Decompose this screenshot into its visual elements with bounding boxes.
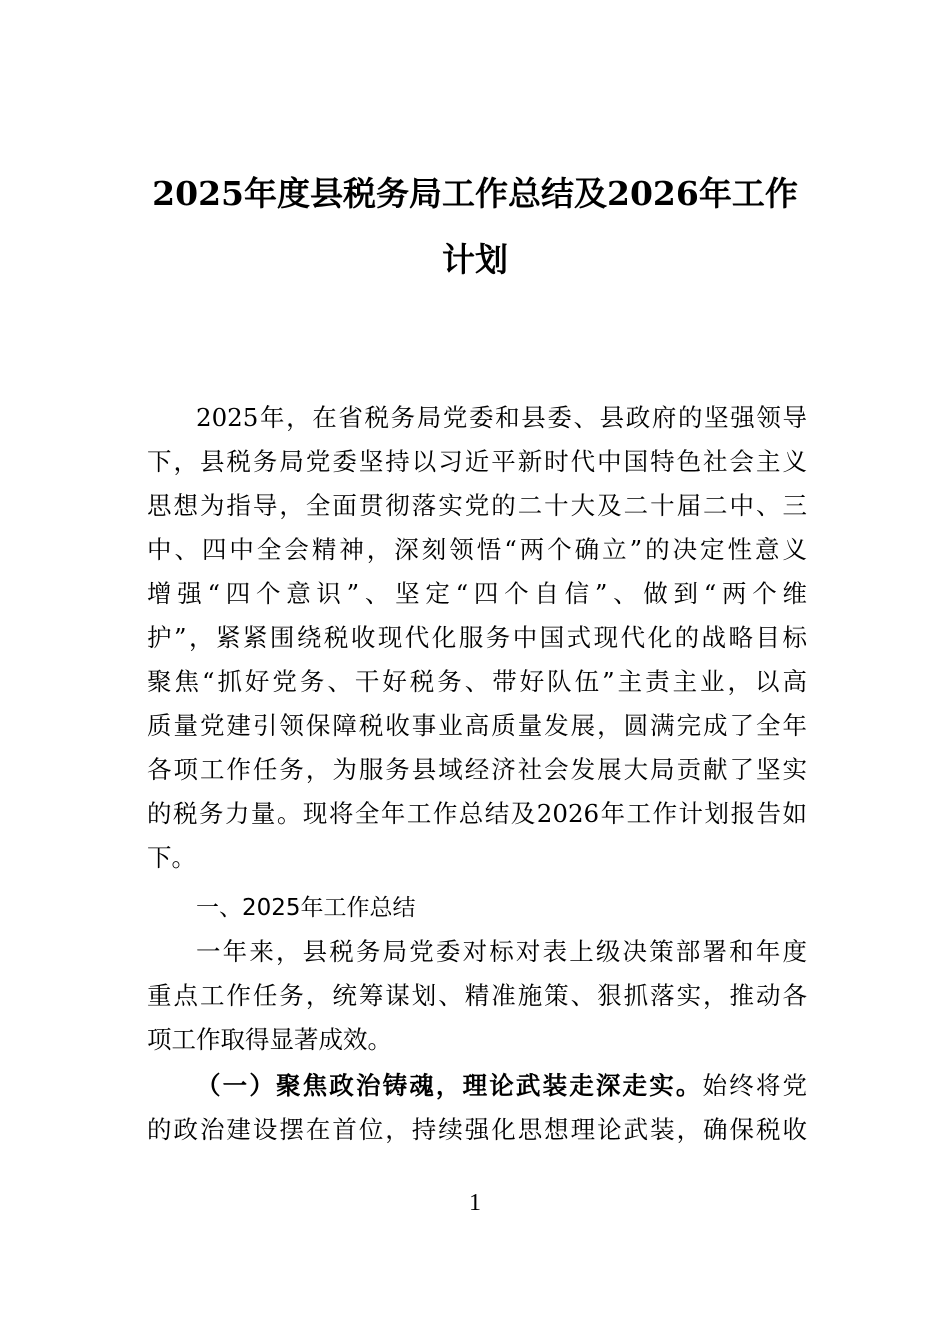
subsection-first-line xyxy=(196,1068,807,1104)
section-paragraph-line: 项工作取得显著成效。 xyxy=(147,1025,392,1054)
subsection-paragraph-line: 的政治建设摆在首位，持续强化思想理论武装，确保税收 xyxy=(147,1115,807,1144)
intro-paragraph-line: 聚焦“抓好党务、干好税务、带好队伍”主责主业，以高 xyxy=(147,667,807,696)
intro-paragraph-line: 护”，紧紧围绕税收现代化服务中国式现代化的战略目标 xyxy=(147,623,807,652)
intro-paragraph-line: 质量党建引领保障税收事业高质量发展，圆满完成了全年 xyxy=(147,711,807,740)
page-number: 1 xyxy=(469,1190,481,1216)
intro-paragraph-line: 下，县税务局党委坚持以习近平新时代中国特色社会主义 xyxy=(147,447,807,476)
section-heading: 一、2025年工作总结 xyxy=(196,895,416,921)
section-paragraph-line: 一年来，县税务局党委对标对表上级决策部署和年度 xyxy=(196,937,807,966)
intro-paragraph-line: 思想为指导，全面贯彻落实党的二十大及二十届二中、三 xyxy=(147,491,807,520)
intro-paragraph-line: 增强“四个意识”、坚定“四个自信”、做到“两个维 xyxy=(147,579,807,608)
intro-paragraph-line: 下。 xyxy=(147,843,196,872)
subsection-heading: （一）聚焦政治铸魂，理论武装走深走实。 xyxy=(196,1071,703,1100)
intro-paragraph-line: 中、四中全会精神，深刻领悟“两个确立”的决定性意义 xyxy=(147,535,807,564)
section-paragraph-line: 重点工作任务，统筹谋划、精准施策、狠抓落实，推动各 xyxy=(147,981,807,1010)
subsection-text: 始终将党 xyxy=(702,1071,807,1100)
intro-paragraph-line: 的税务力量。现将全年工作总结及2026年工作计划报告如 xyxy=(147,799,807,828)
intro-paragraph-line: 各项工作任务，为服务县域经济社会发展大局贡献了坚实 xyxy=(147,755,807,784)
document-title-line-1: 2025年度县税务局工作总结及2026年工作 xyxy=(152,174,798,213)
document-title-line-2: 计划 xyxy=(442,240,508,279)
intro-paragraph-line: 2025年，在省税务局党委和县委、县政府的坚强领导 xyxy=(196,403,807,432)
